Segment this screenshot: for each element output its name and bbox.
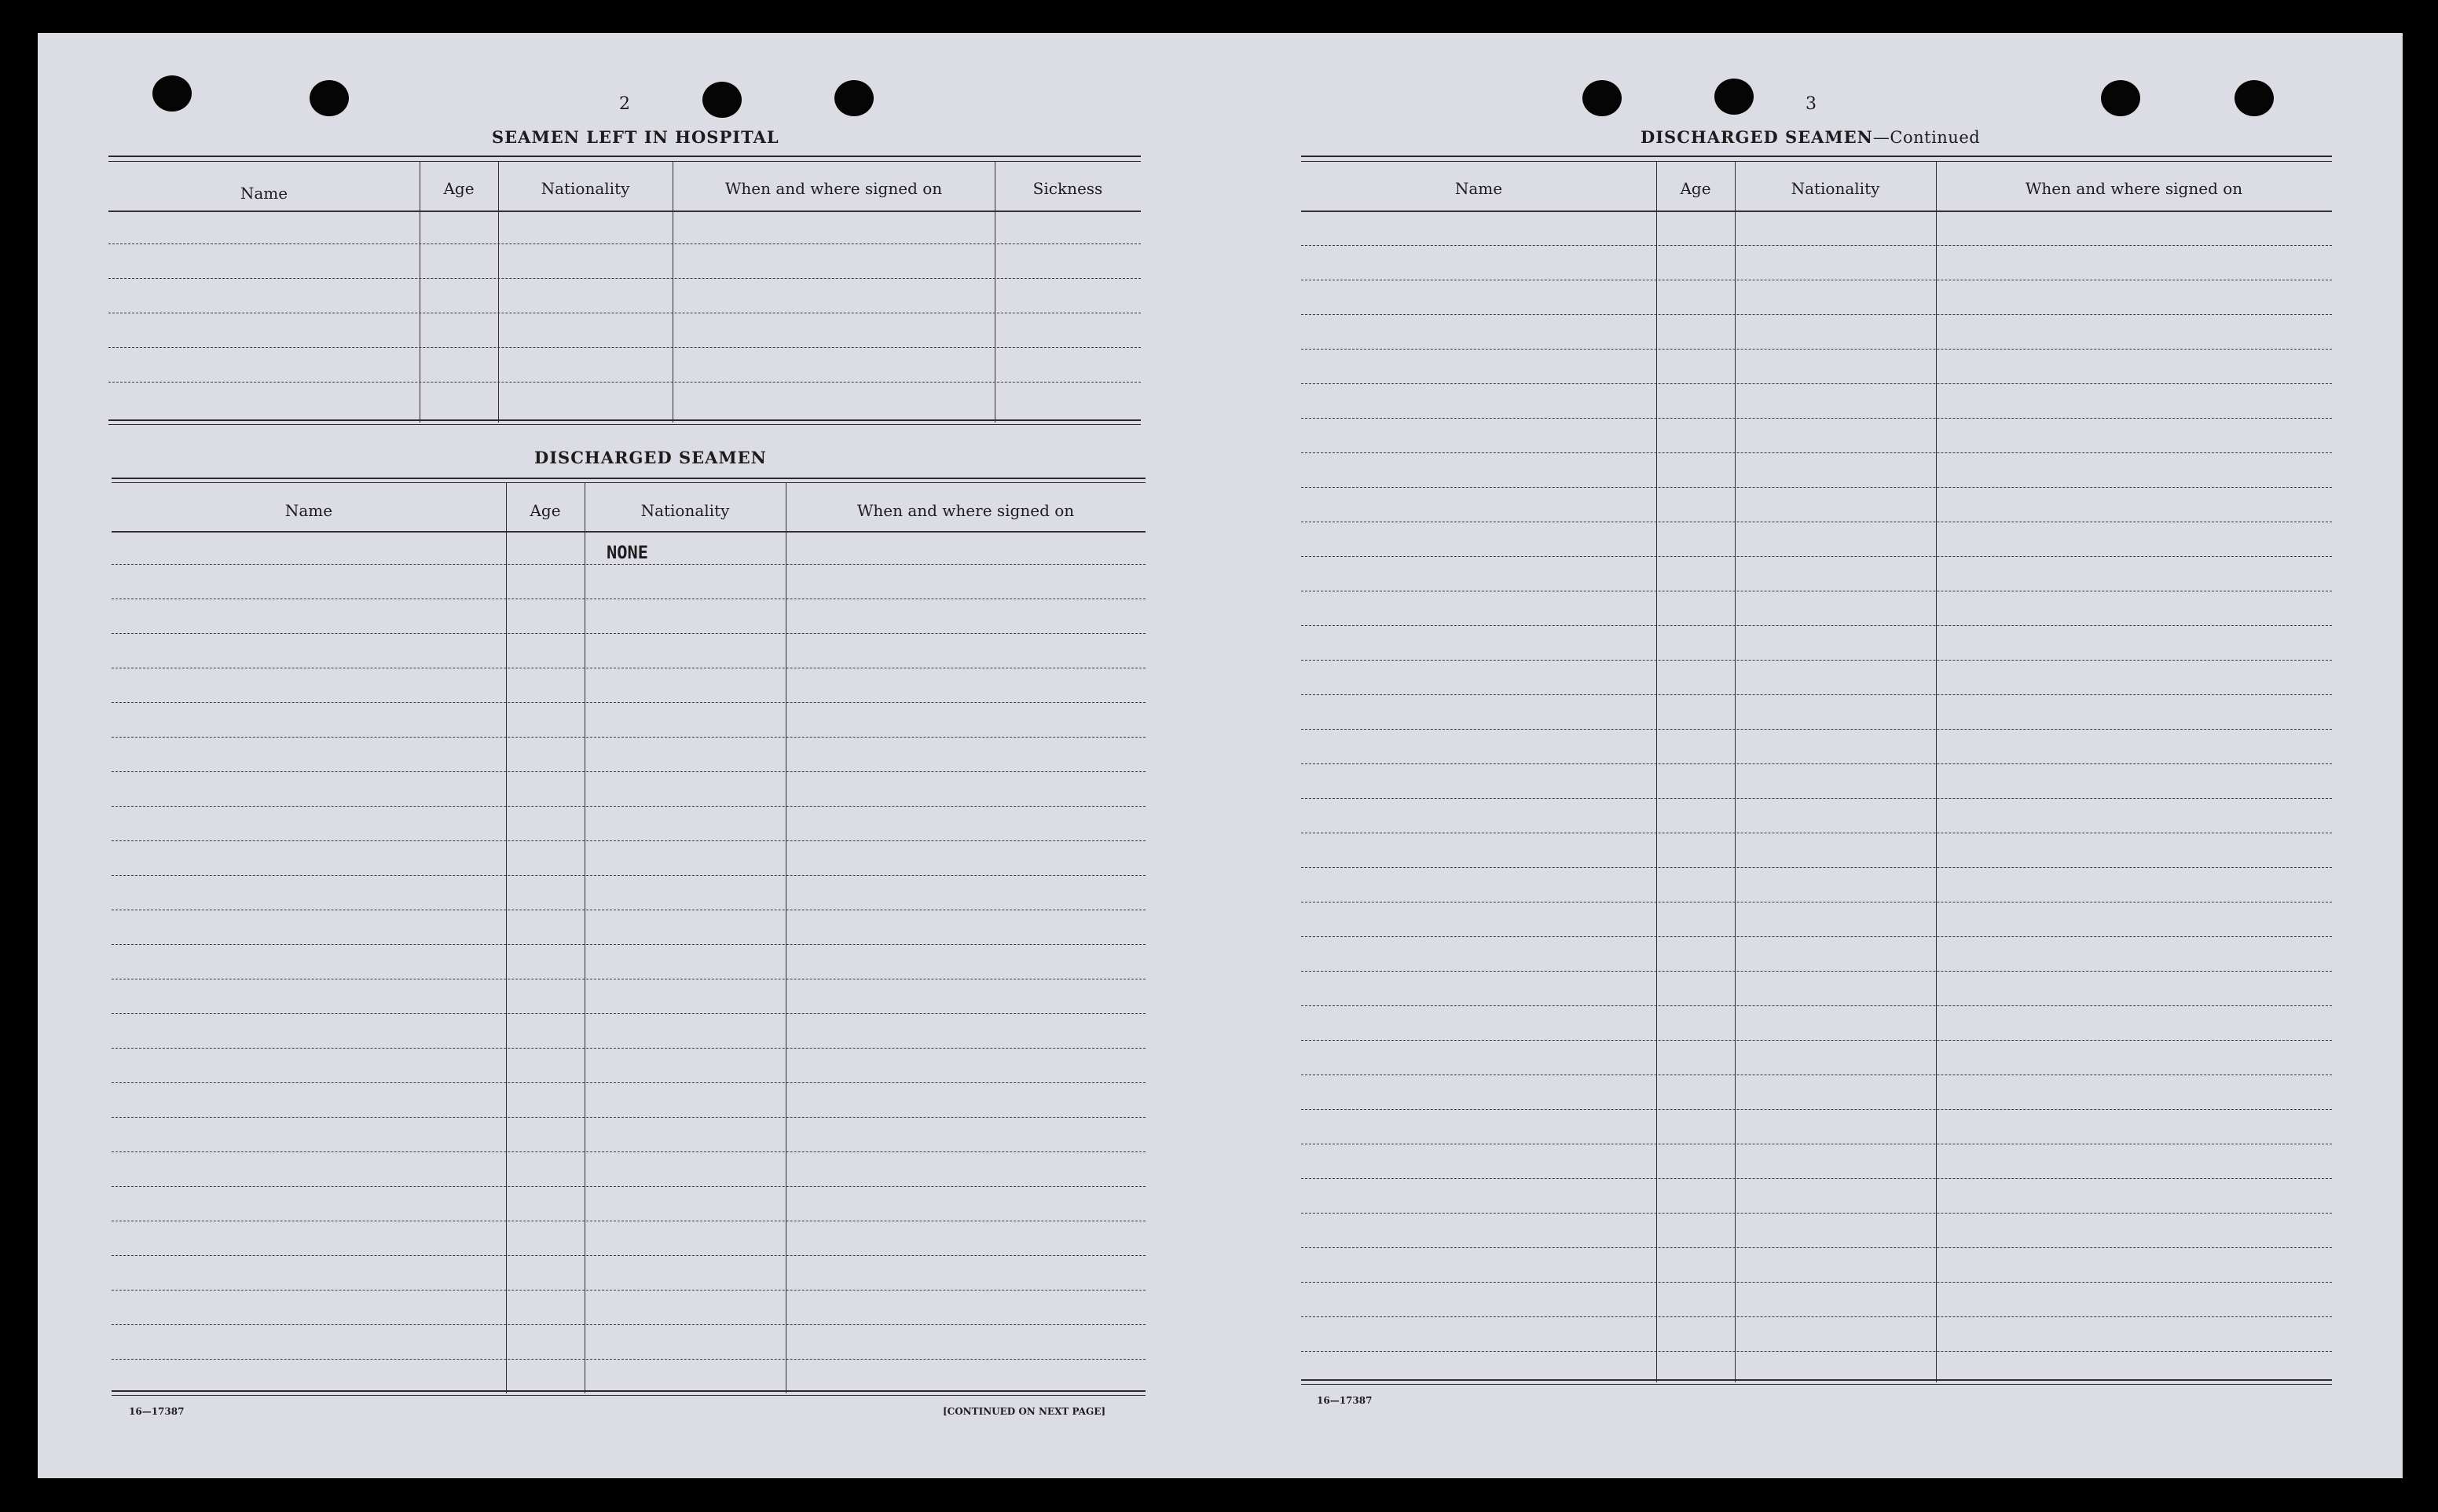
- discharged-col-nationality: Nationality: [640, 501, 730, 520]
- page-number: 3: [1806, 94, 1817, 114]
- hospital-col-when-where: When and where signed on: [724, 179, 943, 198]
- hospital-col-age: Age: [443, 179, 475, 198]
- continued-col-nationality: Nationality: [1791, 179, 1880, 198]
- form-number-right: 16—17387: [1317, 1395, 1373, 1406]
- discharged-col-age: Age: [530, 501, 561, 520]
- discharged-continued-title: [1641, 127, 1980, 147]
- hospital-col-nationality: Nationality: [541, 179, 630, 198]
- continued-suffix: —Continued: [1872, 128, 1981, 147]
- discharged-continued-title-main: DISCHARGED SEAMEN: [1641, 127, 1873, 147]
- hospital-col-name: Name: [240, 184, 288, 203]
- continued-col-name: Name: [1454, 179, 1503, 198]
- punch-hole: [2101, 80, 2140, 116]
- continued-col-when-where: When and where signed on: [2025, 179, 2243, 198]
- form-sheet: [38, 33, 2403, 1478]
- punch-hole: [1714, 79, 1754, 115]
- punch-hole: [702, 82, 742, 118]
- hospital-table: [108, 156, 1141, 460]
- continued-col-age: Age: [1680, 179, 1711, 198]
- discharged-section-title: DISCHARGED SEAMEN: [534, 448, 767, 467]
- discharged-table: [112, 478, 1146, 1436]
- discharged-continued-table: [1301, 156, 2332, 1428]
- typed-entry: NONE: [607, 544, 648, 563]
- punch-hole: [834, 80, 874, 116]
- hospital-section-title: SEAMEN LEFT IN HOSPITAL: [492, 127, 779, 147]
- punch-hole: [152, 75, 192, 112]
- discharged-col-when-where: When and where signed on: [856, 501, 1075, 520]
- discharged-col-name: Name: [284, 501, 333, 520]
- punch-hole: [2235, 80, 2274, 116]
- hospital-col-sickness: Sickness: [1032, 179, 1103, 198]
- punch-hole: [1582, 80, 1622, 116]
- page-number: 2: [619, 94, 630, 114]
- punch-hole: [310, 80, 349, 116]
- form-number-left: 16—17387: [129, 1406, 185, 1417]
- continued-note: [CONTINUED ON NEXT PAGE]: [943, 1406, 1106, 1417]
